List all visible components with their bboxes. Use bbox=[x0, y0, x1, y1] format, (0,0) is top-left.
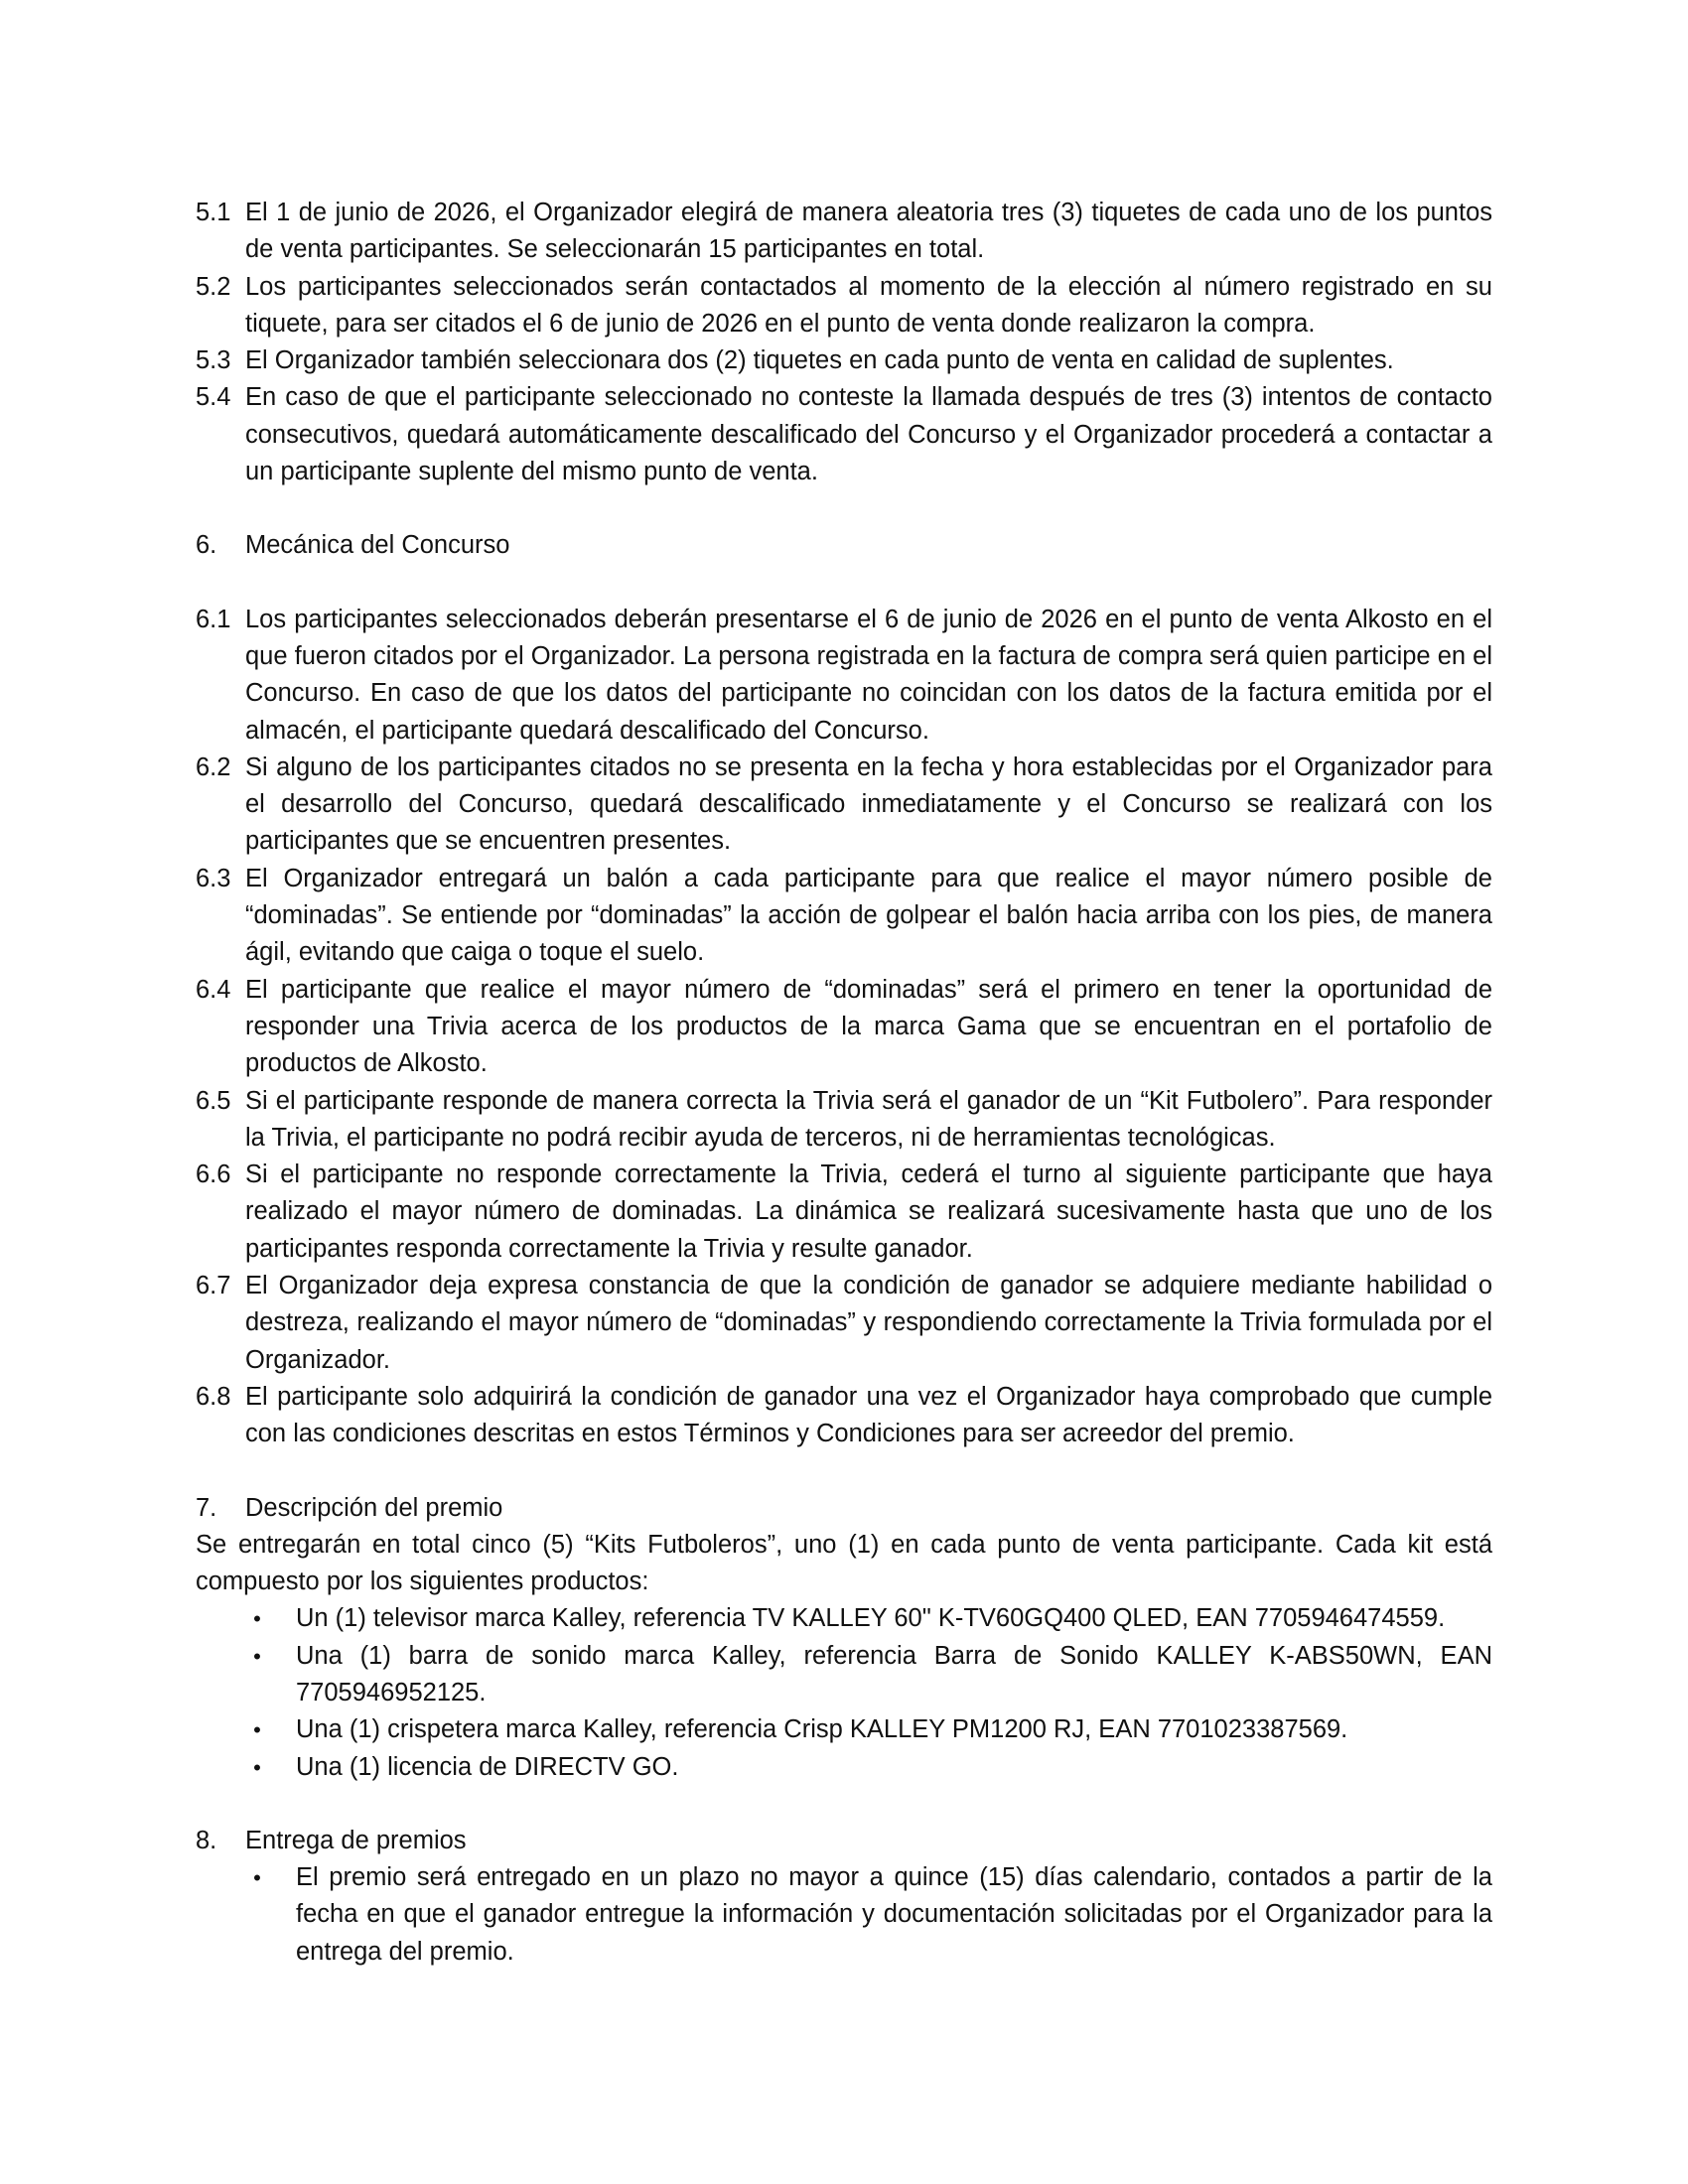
clause-6-1 bbox=[196, 602, 1492, 750]
clause-text: El participante solo adquirirá la condición de ganador una vez el Organizador haya comprobado que cumple con las condiciones descritas en estos Términos y Condiciones para ser acreedor del premio. bbox=[245, 1382, 1492, 1448]
spacer bbox=[196, 490, 1492, 527]
clause-text: Si alguno de los participantes citados no se presenta en la fecha y hora establecidas por el Organizador para el desarrollo del Concurso, quedará descalificado inmediatamente y el Concurso se realizará con los participantes que se encuentren presentes. bbox=[245, 752, 1492, 856]
clause-number: 6.6 bbox=[196, 1160, 231, 1189]
list-item-text: Un (1) televisor marca Kalley, referencia TV KALLEY 60" K-TV60GQ400 QLED, EAN 7705946474559. bbox=[296, 1604, 1446, 1633]
clause-5-2 bbox=[196, 269, 1492, 343]
prize-list bbox=[196, 1600, 1492, 1785]
clause-text: Si el participante responde de manera correcta la Trivia será el ganador de un “Kit Futbolero”. Para responder la Trivia, el participante no podrá recibir ayuda de terceros, ni de herramientas tecnológicas. bbox=[245, 1086, 1492, 1152]
clause-number: 6.7 bbox=[196, 1272, 231, 1300]
clause-number: 6.3 bbox=[196, 864, 231, 892]
clause-number: 5.4 bbox=[196, 383, 231, 412]
clause-6-3 bbox=[196, 861, 1492, 972]
clause-number: 6.1 bbox=[196, 605, 231, 633]
clause-text: El Organizador deja expresa constancia de que la condición de ganador se adquiere mediante habilidad o destreza, realizando el mayor número de “dominadas” y respondiendo correctamente la Trivia formulada por el Organizador. bbox=[245, 1272, 1492, 1374]
clause-text: Si el participante no responde correctamente la Trivia, cederá el turno al siguiente participante que haya realizado el mayor número de dominadas. La dinámica se realizará sucesivamente hasta que uno de los participantes responda correctamente la Trivia y resulte ganador. bbox=[245, 1160, 1492, 1263]
clause-number: 6.2 bbox=[196, 752, 231, 781]
heading-number: 8. bbox=[196, 1826, 217, 1854]
list-item bbox=[196, 1749, 1492, 1786]
bullet-icon: • bbox=[253, 1606, 261, 1632]
clause-text: En caso de que el participante seleccionado no conteste la llamada después de tres (3) intentos de contacto consecutivos, quedará automáticamente descalificado del Concurso y el Organizador procederá a contactar a un participante suplente del mismo punto de venta. bbox=[245, 383, 1492, 486]
clause-number: 5.2 bbox=[196, 272, 231, 301]
clause-number: 5.3 bbox=[196, 346, 231, 375]
clause-6-2 bbox=[196, 750, 1492, 861]
list-item bbox=[196, 1638, 1492, 1712]
clause-number: 6.8 bbox=[196, 1382, 231, 1411]
delivery-list bbox=[196, 1859, 1492, 1971]
list-item bbox=[196, 1711, 1492, 1748]
list-item bbox=[196, 1600, 1492, 1637]
clause-number: 6.5 bbox=[196, 1086, 231, 1115]
section-5-list bbox=[196, 195, 1492, 490]
clause-text: Los participantes seleccionados deberán presentarse el 6 de junio de 2026 en el punto de venta Alkosto en el que fueron citados por el Organizador. La persona registrada en la factura de compra será quien participe en el Concurso. En caso de que los datos del participante no coincidan con los datos de la factura emitida por el almacén, el participante quedará descalificado del Concurso. bbox=[245, 605, 1492, 745]
clause-6-8 bbox=[196, 1379, 1492, 1453]
clause-number: 6.4 bbox=[196, 975, 231, 1004]
document-page bbox=[196, 195, 1492, 1971]
clause-5-4 bbox=[196, 379, 1492, 490]
section-7-intro: Se entregarán en total cinco (5) “Kits Futboleros”, uno (1) en cada punto de venta participante. Cada kit está compuesto por los siguientes productos: bbox=[196, 1530, 1492, 1596]
section-7-heading bbox=[196, 1490, 1492, 1527]
clause-6-6 bbox=[196, 1157, 1492, 1268]
clause-number: 5.1 bbox=[196, 199, 231, 226]
heading-title: Entrega de premios bbox=[245, 1826, 467, 1854]
section-6-list bbox=[196, 602, 1492, 1453]
bullet-icon: • bbox=[253, 1865, 261, 1891]
bullet-icon: • bbox=[253, 1717, 261, 1743]
list-item-text: Una (1) crispetera marca Kalley, referencia Crisp KALLEY PM1200 RJ, EAN 7701023387569. bbox=[296, 1715, 1348, 1744]
clause-text: El Organizador también seleccionara dos (2) tiquetes en cada punto de venta en calidad de suplentes. bbox=[245, 346, 1394, 375]
clause-6-4 bbox=[196, 972, 1492, 1083]
bullet-icon: • bbox=[253, 1754, 261, 1780]
clause-5-1 bbox=[196, 195, 1492, 269]
clause-6-7 bbox=[196, 1268, 1492, 1379]
bullet-icon: • bbox=[253, 1643, 261, 1669]
clause-5-3 bbox=[196, 342, 1492, 379]
clause-text: El 1 de junio de 2026, el Organizador elegirá de manera aleatoria tres (3) tiquetes de cada uno de los puntos de venta participantes. Se seleccionarán 15 participantes en total. bbox=[245, 199, 1492, 264]
list-item-text: El premio será entregado en un plazo no mayor a quince (15) días calendario, contados a partir de la fecha en que el ganador entregue la información y documentación solicitadas por el Organizador para la entrega del premio. bbox=[296, 1863, 1492, 1966]
list-item bbox=[196, 1859, 1492, 1971]
clause-text: Los participantes seleccionados serán contactados al momento de la elección al número registrado en su tiquete, para ser citados el 6 de junio de 2026 en el punto de venta donde realizaron la compra. bbox=[245, 272, 1492, 338]
heading-title: Descripción del premio bbox=[245, 1493, 503, 1522]
list-item-text: Una (1) licencia de DIRECTV GO. bbox=[296, 1752, 679, 1781]
section-8-heading bbox=[196, 1823, 1492, 1859]
clause-text: El Organizador entregará un balón a cada participante para que realice el mayor número posible de “dominadas”. Se entiende por “dominadas” la acción de golpear el balón hacia arriba con los pies, de manera ágil, evitando que caiga o toque el suelo. bbox=[245, 864, 1492, 967]
section-6-heading bbox=[196, 527, 1492, 564]
list-item-text: Una (1) barra de sonido marca Kalley, referencia Barra de Sonido KALLEY K-ABS50WN, EAN 7705946952125. bbox=[296, 1641, 1492, 1706]
heading-number: 6. bbox=[196, 531, 217, 560]
heading-number: 7. bbox=[196, 1493, 217, 1522]
spacer bbox=[196, 565, 1492, 602]
heading-title: Mecánica del Concurso bbox=[245, 531, 510, 560]
spacer bbox=[196, 1453, 1492, 1490]
spacer bbox=[196, 1786, 1492, 1823]
clause-text: El participante que realice el mayor número de “dominadas” será el primero en tener la oportunidad de responder una Trivia acerca de los productos de la marca Gama que se encuentran en el portafolio de productos de Alkosto. bbox=[245, 975, 1492, 1078]
clause-6-5 bbox=[196, 1083, 1492, 1158]
